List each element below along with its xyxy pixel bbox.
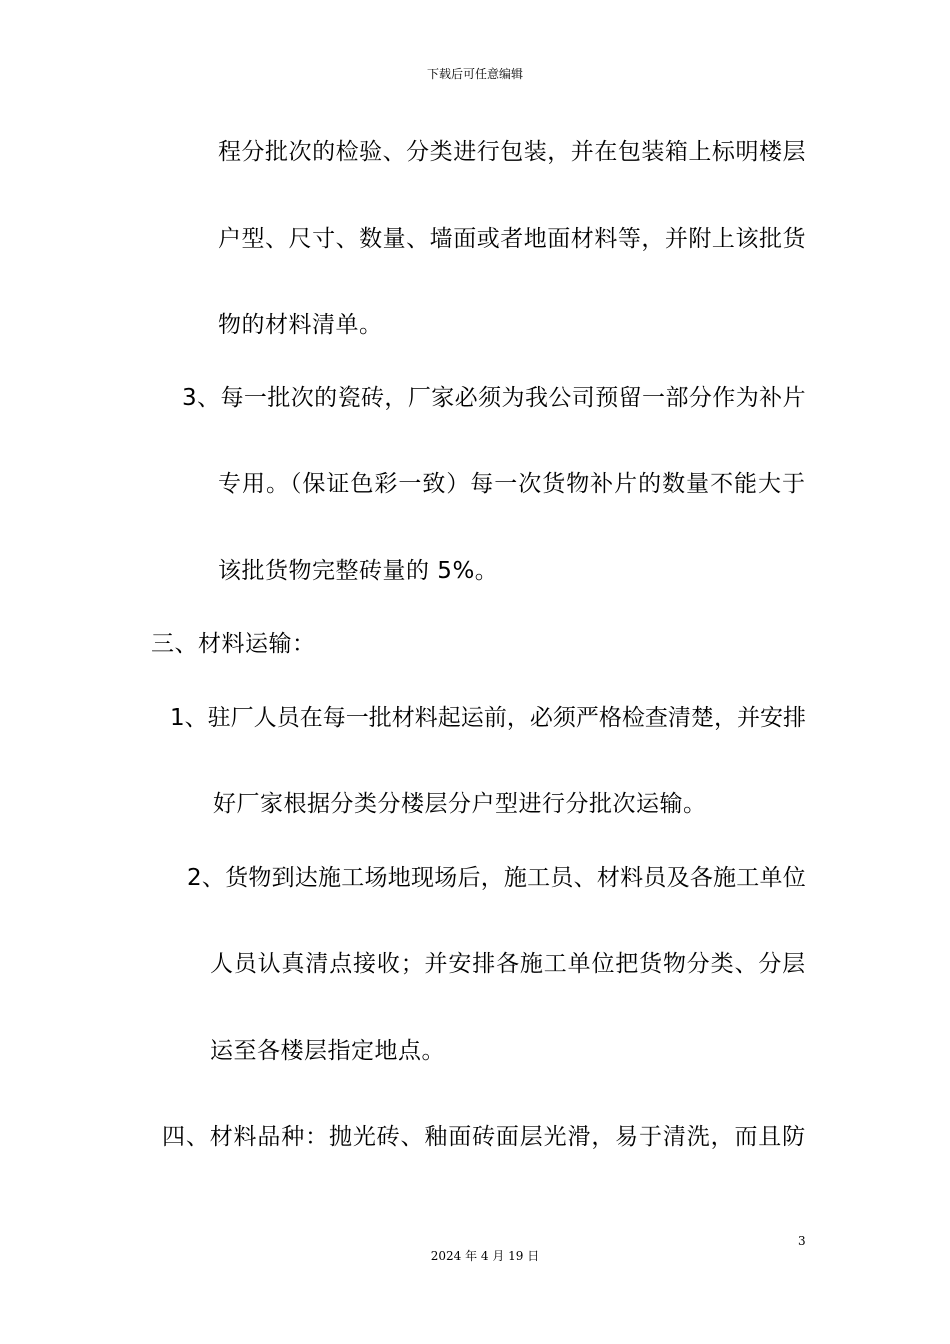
body-line: 好厂家根据分类分楼层分户型进行分批次运输。 <box>213 791 707 817</box>
body-line: 专用。（保证色彩一致）每一次货物补片的数量不能大于 <box>218 471 806 497</box>
page-date: 2024 年 4 月 19 日 <box>430 1249 540 1263</box>
body-line: 人员认真清点接收；并安排各施工单位把货物分类、分层 <box>210 951 806 977</box>
section-heading: 三、材料运输： <box>151 631 316 657</box>
body-line: 1、驻厂人员在每一批材料起运前，必须严格检查清楚，并安排 <box>170 705 806 731</box>
body-line: 户型、尺寸、数量、墙面或者地面材料等，并附上该批货 <box>218 226 806 252</box>
body-line: 运至各楼层指定地点。 <box>210 1038 445 1064</box>
body-line: 2、货物到达施工场地现场后，施工员、材料员及各施工单位 <box>187 865 806 891</box>
body-line: 程分批次的检验、分类进行包装，并在包装箱上标明楼层 <box>218 139 806 165</box>
body-line: 该批货物完整砖量的 5%。 <box>218 558 499 584</box>
body-line: 3、每一批次的瓷砖，厂家必须为我公司预留一部分作为补片 <box>182 385 806 411</box>
body-line: 物的材料清单。 <box>218 312 383 338</box>
page-number: 3 <box>798 1234 806 1248</box>
section-heading: 四、材料品种：抛光砖、釉面砖面层光滑，易于清洗，而且防 <box>162 1124 806 1150</box>
page-header: 下载后可任意编辑 <box>426 67 523 81</box>
